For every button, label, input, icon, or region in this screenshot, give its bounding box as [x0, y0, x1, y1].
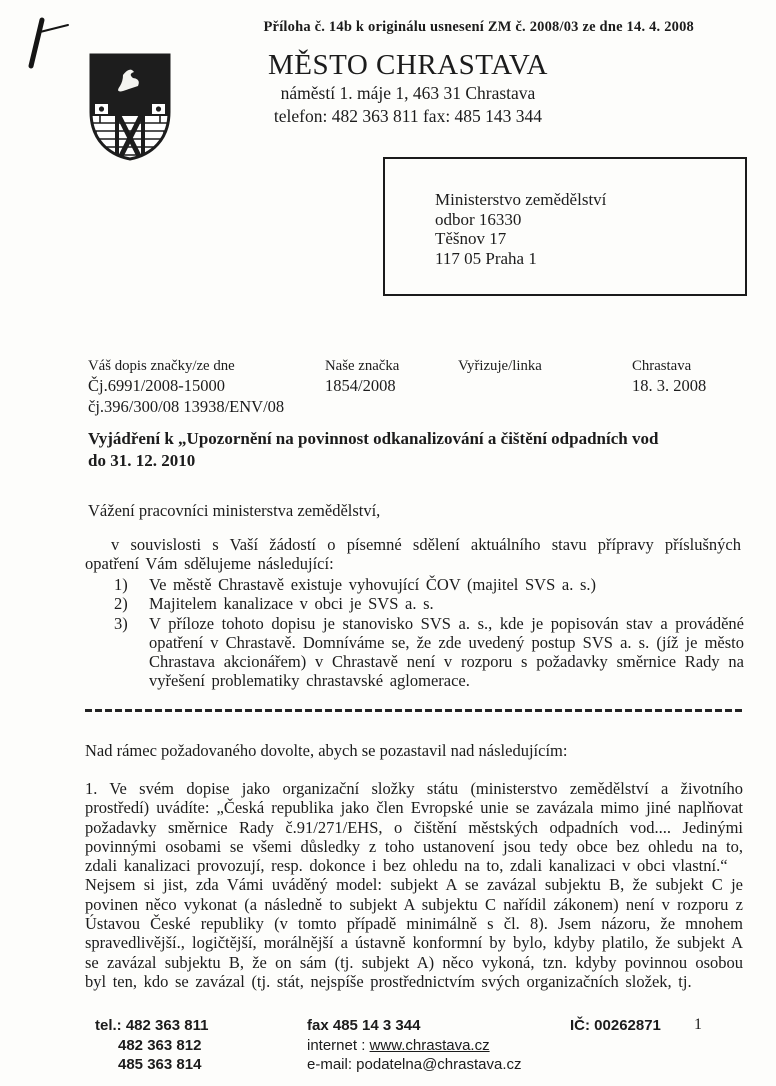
date-value: 18. 3. 2008: [632, 376, 707, 395]
footer-tel-1: tel.: 482 363 811: [95, 1017, 209, 1034]
reference-your-ref: [88, 357, 284, 417]
reference-handled-by: [458, 357, 542, 375]
city-coat-of-arms-icon: [88, 52, 172, 167]
recipient-line-3: Těšnov 17: [435, 229, 507, 248]
list-item: [114, 614, 744, 691]
page-number: 1: [694, 1016, 702, 1033]
your-ref-label: Váš dopis značky/ze dne: [88, 358, 235, 374]
pen-mark-icon: [6, 4, 86, 84]
footer-contact: [307, 1016, 522, 1075]
reference-place-date: [632, 357, 706, 396]
footer-fax: fax 485 14 3 344: [307, 1017, 421, 1034]
body-paragraphs: [85, 779, 743, 991]
footer-email: e-mail: podatelna@chrastava.cz: [307, 1056, 522, 1073]
city-name: MĚSTO CHRASTAVA: [268, 49, 548, 81]
handled-by-label: Vyřizuje/linka: [458, 358, 542, 374]
letterhead-phone-fax: telefon: 482 363 811 fax: 485 143 344: [273, 106, 543, 126]
place-label: Chrastava: [632, 358, 692, 374]
attachment-annotation: Příloha č. 14b k originálu usnesení ZM č. 2008/03 ze dne 14. 4. 2008: [263, 19, 694, 35]
list-item-text: Ve městě Chrastavě existuje vyhovující ČOV (majitel SVS a. s.): [149, 575, 597, 594]
our-ref-label: Naše značka: [325, 358, 400, 374]
subject-line-2: do 31. 12. 2010: [88, 450, 196, 470]
letterhead: [208, 48, 608, 128]
list-item-text: Majitelem kanalizace v obci je SVS a. s.: [149, 594, 434, 614]
paragraph-2: Nejsem si jist, zda Vámi uváděný model: subjekt A se zavázal subjektu B, že subjekt C je povinen něco vykonat (a následně to subjekt A subjektu C nařídil zákonem) není v rozporu z Ústavou České republiky (v tomto případě minimálně s čl. 8). Jsem názoru, že mnohem spravedlivější., logičtější, morálnější a ústavně konformní by bylo, kdyby platilo, že subjekt A se zavázal subjektu B, že on sám (tj. subjekt A) něco vykoná, tzn. kdyby povinnou osobou byl ten, kdo se zavázal (tj. stát, nejspíše prostřednictvím svých organizačních složek, tj.: [85, 875, 743, 991]
footer-tel-2: 482 363 812: [118, 1036, 202, 1054]
your-ref-value-1: Čj.6991/2008-15000: [88, 376, 226, 395]
footer-company-id: IČ: 00262871: [570, 1017, 661, 1034]
salutation: Vážení pracovníci ministerstva zemědělství,: [88, 501, 381, 520]
your-ref-value-2: čj.396/300/08 13938/ENV/08: [88, 397, 285, 416]
list-item-number: 3): [114, 613, 128, 633]
footer-internet-link[interactable]: www.chrastava.cz: [369, 1036, 490, 1054]
letterhead-address: náměstí 1. máje 1, 463 31 Chrastava: [280, 83, 536, 103]
reference-our-ref: [325, 357, 399, 396]
our-ref-value: 1854/2008: [325, 376, 396, 395]
footer-tel-3: 485 363 814: [118, 1056, 202, 1073]
list-item: [114, 594, 744, 613]
list-item-text: V příloze tohoto dopisu je stanovisko SVS a. s., kde je popisován stav a prováděné opatření v Chrastavě. Domníváme se, že zde uvedený postup SVS a. s. (jíž je město Chrastava akcionářem) v Chrastavě není v rozporu s požadavky směrnice Rady na vyřešení problematiky chrastavské aglomerace.: [149, 613, 744, 691]
subject-heading: [88, 428, 750, 471]
subject-line-1: Vyjádření k „Upozornění na povinnost odkanalizování a čištění odpadních vod: [88, 429, 659, 448]
numbered-list: [114, 575, 744, 691]
footer-telephones: [95, 1016, 208, 1075]
recipient-line-1: Ministerstvo zemědělství: [435, 190, 607, 209]
aside-intro: Nad rámec požadovaného dovolte, abych se pozastavil nad následujícím:: [85, 741, 568, 760]
list-item-number: 1): [114, 575, 128, 594]
recipient-address-box: [383, 157, 747, 296]
intro-paragraph: v souvislosti s Vaší žádostí o písemné sdělení aktuálního stavu přípravy příslušných opatření Vám sdělujeme následující:: [85, 535, 741, 574]
footer-internet-line: [307, 1036, 522, 1056]
recipient-line-2: odbor 16330: [435, 209, 522, 229]
list-item: [114, 575, 744, 594]
dashed-separator: [85, 709, 742, 712]
paragraph-1: 1. Ve svém dopise jako organizační složky státu (ministerstvo zemědělství a životního prostředí) uvádíte: „Česká republika jako člen Evropské unie se zavázala mimo jiné naplňovat požadavky směrnice Rady č.91/271/EHS, o čištění městských odpadních vod.... Jedinými povinnými osobami se všemi důsledky z toho ustanovení jsou tedy obce bez ohledu na to, zdali kanalizaci provozují, resp. dokonce i bez ohledu na to, zdali kanalizaci v obci vlastní.“: [85, 779, 743, 876]
footer-internet-label: internet :: [307, 1036, 370, 1054]
recipient-line-4: 117 05 Praha 1: [435, 248, 537, 268]
list-item-number: 2): [114, 594, 128, 614]
